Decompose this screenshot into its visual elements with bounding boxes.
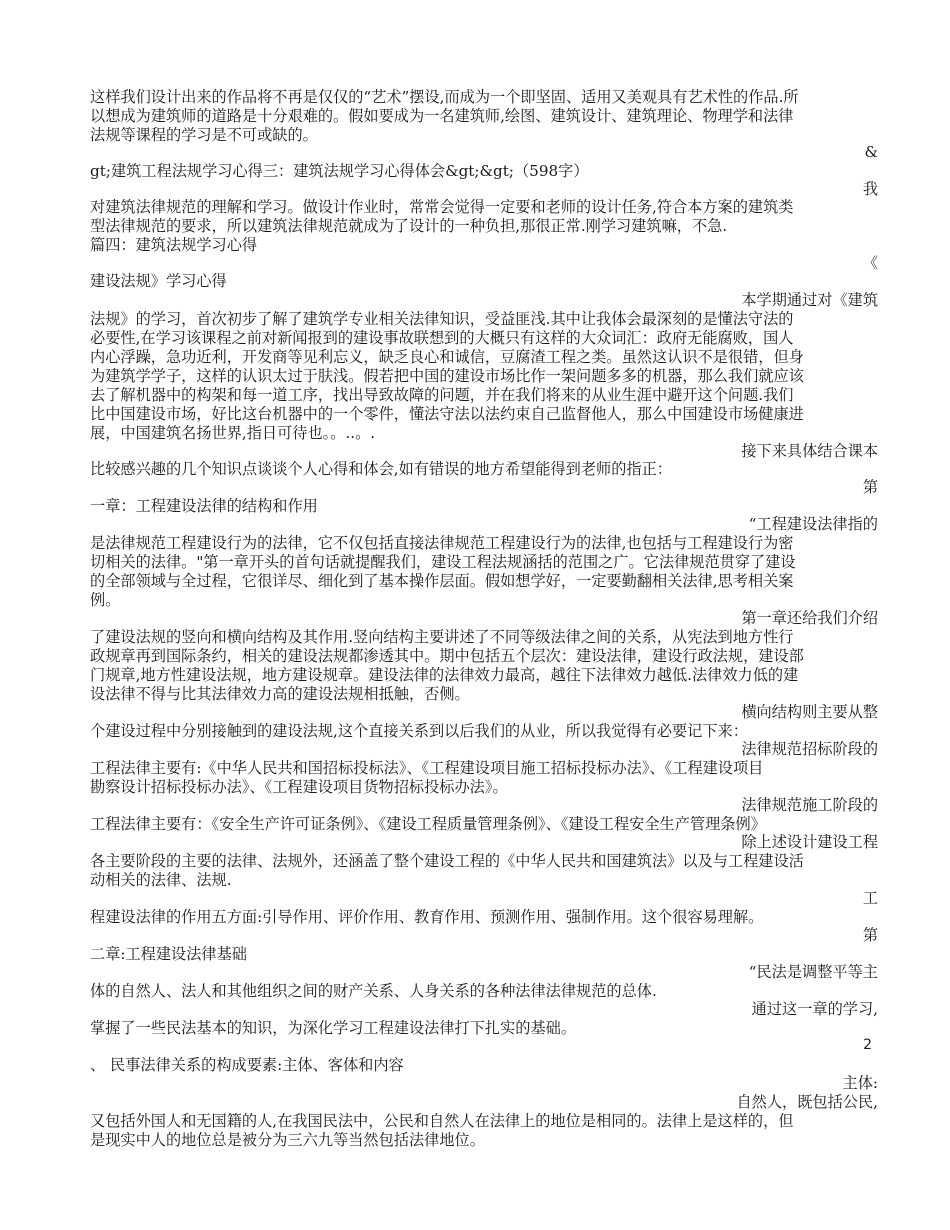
text-line: 又包括外国人和无国籍的人,在我国民法中，公民和自然人在法律上的地位是相同的。法律上是这样的，但 — [90, 1112, 794, 1130]
text-fragment-right: 我 — [862, 180, 878, 198]
text-fragment-right: & — [864, 143, 878, 161]
text-fragment-right: 第 — [862, 478, 878, 496]
text-line: 是法律规范工程建设行为的法律，它不仅包括直接法律规范工程建设行为的法律,也包括与工程建设行为密 — [90, 534, 794, 552]
text-line: 掌握了一些民法基本的知识，为深化学习工程建设法律打下扎实的基础。 — [90, 1019, 576, 1037]
text-line: 为建筑学学子，这样的认识太过于肤浅。假若把中国的建设市场比作一架问题多多的机器，那么我们就应该 — [90, 367, 804, 385]
text-line: 设法律不得与比其法律效力高的建设法规相抵触，否侧。 — [90, 685, 470, 703]
text-line: 各主要阶段的主要的法律、法规外，还涵盖了整个建设工程的《中华人民共和国建筑法》以及与工程建设活 — [90, 852, 804, 870]
text-line: 建设法规》学习心得 — [90, 272, 227, 290]
text-line: 个建设过程中分别接触到的建设法规,这个直接关系到以后我们的从业，所以我觉得有必要记下来： — [90, 722, 748, 740]
text-line: 切相关的法律。"第一章开头的首句话就提醒我们，建设工程法规涵括的范围之广。它法律规范贯穿了建设 — [90, 553, 796, 571]
text-fragment-right: 除上述设计建设工程 — [741, 833, 878, 851]
text-line: 、 民事法律关系的构成要素:主体、客体和内容 — [90, 1056, 404, 1074]
text-line: 是现实中人的地位总是被分为三六九等当然包括法律地位。 — [90, 1131, 485, 1149]
text-line: 展，中国建筑名扬世界,指日可待也。。..。. — [90, 424, 376, 442]
text-line: 例。 — [90, 591, 121, 609]
text-fragment-right: 接下来具体结合课本 — [741, 442, 878, 460]
text-fragment-right: 主体: — [842, 1074, 878, 1092]
text-fragment-right: “工程建设法律指的 — [748, 515, 878, 533]
text-fragment-right: “民法是调整平等主 — [748, 963, 878, 981]
text-line: 勘察设计招标投标办法》、《工程建设项目货物招标投标办法》。 — [90, 778, 508, 796]
text-line: 法规等课程的学习是不可或缺的。 — [90, 126, 318, 144]
text-fragment-right: 第一章还给我们介绍 — [741, 609, 878, 627]
text-line: 政规章再到国际条约，相关的建设法规都渗透其中。期中包括五个层次：建设法律，建设行政法规，建设部 — [90, 647, 804, 665]
text-line: 工程法律主要有：《安全生产许可证条例》、《建设工程质量管理条例》、《建设工程安全生产管理条例》 — [90, 815, 766, 833]
text-line: 比较感兴趣的几个知识点谈谈个人心得和体会,如有错误的地方希望能得到老师的指正： — [90, 460, 672, 478]
section-heading: 篇四：建筑法规学习心得 — [90, 236, 258, 254]
text-line: 的全部领域与全过程，它很详尽、细化到了基本操作层面。假如想学好，一定要勤翻相关法律,思考相关案 — [90, 572, 794, 590]
list-number: 2 — [863, 1037, 872, 1053]
text-line: 程建设法律的作用五方面:引导作用、评价作用、教育作用、预测作用、强制作用。这个很容易理解。 — [90, 908, 764, 926]
text-line: 比中国建设市场，好比这台机器中的一个零件，懂法守法以法约束自己监督他人，那么中国建设市场健康进 — [90, 405, 804, 423]
section-heading: 一章：工程建设法律的结构和作用 — [90, 497, 318, 515]
text-fragment-right: 第 — [862, 926, 878, 944]
text-line: 型法律规范的要求，所以建筑法律规范就成为了设计的一种负担,那很正常.刚学习建筑嘛，不急. — [90, 217, 728, 235]
text-line: 必要性,在学习该课程之前对新闻报到的建设事故联想到的大概只有这样的大众词汇：政府无能腐败，国人 — [90, 329, 794, 347]
text-line: 法规》的学习，首次初步了解了建筑学专业相关法律知识，受益匪浅.其中让我体会最深刻的是懂法守法的 — [90, 310, 794, 328]
text-fragment-right: 本学期通过对《建筑 — [741, 291, 878, 309]
text-fragment-right: 法律规范招标阶段的 — [741, 740, 878, 758]
text-fragment-right: 法律规范施工阶段的 — [741, 796, 878, 814]
text-fragment-right: 《 — [862, 254, 878, 272]
text-line: 体的自然人、法人和其他组织之间的财产关系、人身关系的各种法律法律规范的总体. — [90, 982, 657, 1000]
text-fragment-right: 通过这一章的学习, — [751, 1000, 878, 1018]
text-fragment-right: 自然人，既包括公民, — [736, 1093, 878, 1111]
text-line: 门规章,地方性建设法规，地方建设规章。建设法律的法律效力最高，越往下法律效力越低.法律效力低的建 — [90, 666, 799, 684]
text-line: 去了解机器中的构架和每一道工序，找出导致故障的问题，并在我们将来的从业生涯中避开这个问题.我们 — [90, 386, 794, 404]
section-heading: 二章:工程建设法律基础 — [90, 945, 247, 963]
section-heading: gt;建筑工程法规学习心得三：建筑法规学习心得体会&gt;&gt;（598字） — [90, 162, 589, 180]
text-line: 工程法律主要有:《中华人民共和国招标投标法》、《工程建设项目施工招标投标办法》、《工程建设项目 — [90, 759, 764, 777]
text-line: 对建筑法律规范的理解和学习。做设计作业时，常常会觉得一定要和老师的设计任务,符合本方案的建筑类 — [90, 198, 794, 216]
text-line: 以想成为建筑师的道路是十分艰难的。假如要成为一名建筑师,绘图、建筑设计、建筑理论、物理学和法律 — [90, 107, 794, 125]
text-line: 动相关的法律、法规. — [90, 871, 232, 889]
text-line: 了建设法规的竖向和横向结构及其作用.竖向结构主要讲述了不同等级法律之间的关系，从宪法到地方性行 — [90, 628, 794, 646]
text-fragment-right: 横向结构则主要从整 — [741, 703, 878, 721]
text-line: 内心浮躁，急功近利，开发商等见利忘义，缺乏良心和诚信，豆腐渣工程之类。虽然这认识不是很错，但身 — [90, 348, 804, 366]
text-fragment-right: 工 — [862, 889, 878, 907]
text-line: 这样我们设计出来的作品将不再是仅仅的“艺术”摆设,而成为一个即坚固、适用又美观具有艺术性的作品.所 — [90, 88, 799, 106]
